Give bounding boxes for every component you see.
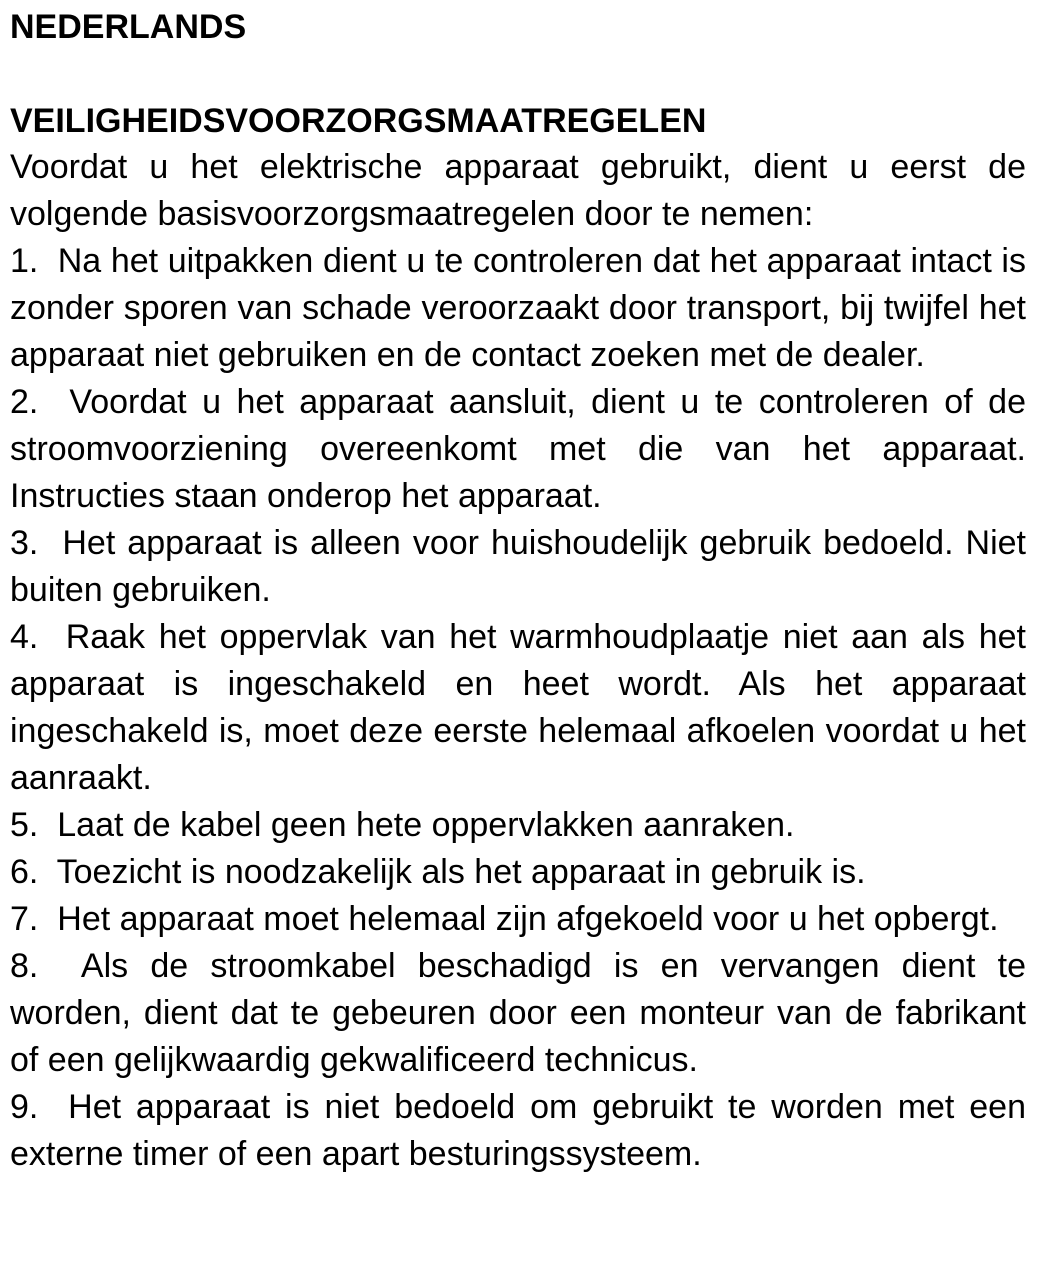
list-item (10, 614, 1026, 802)
item-text: Het apparaat moet helemaal zijn afgekoeld voor u het opbergt. (57, 900, 999, 938)
item-text: Het apparaat is alleen voor huishoudelijk gebruik bedoeld. Niet buiten gebruiken. (10, 524, 1026, 609)
section-heading: VEILIGHEIDSVOORZORGSMAATREGELEN (10, 102, 707, 140)
list-item (10, 520, 1026, 614)
item-number: 3. (10, 524, 39, 562)
item-text: Als de stroomkabel beschadigd is en vervangen dient te worden, dient dat te gebeuren door een monteur van de fabrikant of een gelijkwaardig gekwalificeerd technicus. (10, 947, 1026, 1079)
list-item (10, 238, 1026, 379)
spacer (10, 50, 1026, 98)
item-text: Voordat u het apparaat aansluit, dient u te controleren of de stroomvoorziening overeenkomt met die van het apparaat. Instructies staan onderop het apparaat. (10, 383, 1026, 515)
item-number: 6. (10, 853, 39, 891)
item-text: Het apparaat is niet bedoeld om gebruikt te worden met een externe timer of een apart besturingssysteem. (10, 1088, 1026, 1173)
item-text: Laat de kabel geen hete oppervlakken aanraken. (57, 806, 795, 844)
list-item (10, 849, 1026, 896)
item-number: 4. (10, 618, 39, 656)
list-item (10, 379, 1026, 520)
list-item (10, 1084, 1026, 1178)
list-item (10, 943, 1026, 1084)
item-number: 5. (10, 806, 39, 844)
list-item (10, 802, 1026, 849)
item-number: 9. (10, 1088, 39, 1126)
item-number: 8. (10, 947, 39, 985)
language-label: NEDERLANDS (10, 8, 247, 46)
item-number: 1. (10, 242, 39, 280)
document-page (10, 4, 1026, 1178)
item-number: 7. (10, 900, 39, 938)
list-item (10, 896, 1026, 943)
intro-paragraph: Voordat u het elektrische apparaat gebruikt, dient u eerst de volgende basisvoorzorgsmaatregelen door te nemen: (10, 148, 1026, 233)
item-text: Toezicht is noodzakelijk als het apparaat in gebruik is. (56, 853, 866, 891)
item-text: Na het uitpakken dient u te controleren dat het apparaat intact is zonder sporen van schade veroorzaakt door transport, bij twijfel het apparaat niet gebruiken en de contact zoeken met de dealer. (10, 242, 1026, 374)
item-number: 2. (10, 383, 39, 421)
item-text: Raak het oppervlak van het warmhoudplaatje niet aan als het apparaat is ingeschakeld en heet wordt. Als het apparaat ingeschakeld is, moet deze eerste helemaal afkoelen voordat u het aanraakt. (10, 618, 1026, 797)
